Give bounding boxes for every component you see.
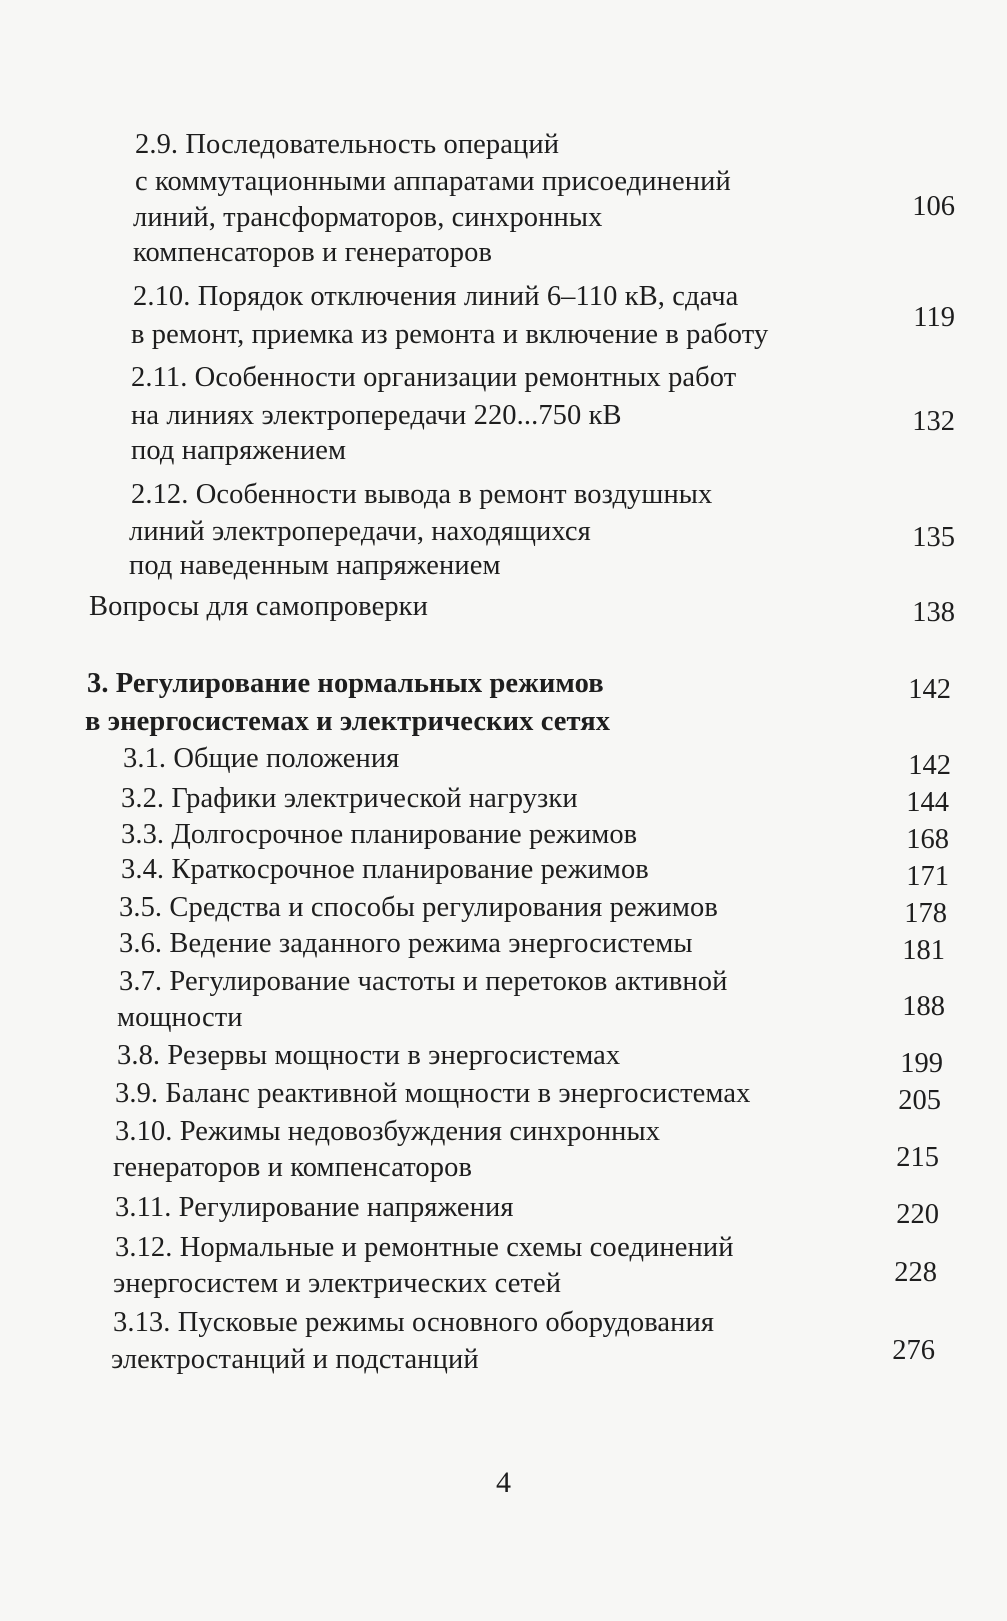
toc-entry-3-12-page: 228: [894, 1257, 937, 1288]
toc-entry-2-11-line-3: под напряжением: [131, 435, 347, 466]
toc-entry-3-11-page: 220: [896, 1199, 939, 1230]
toc-entry-3-9: 3.9. Баланс реактивной мощности в энергосистемах: [115, 1078, 751, 1109]
toc-entry-2-11-line-2: на линиях электропередачи 220...750 кВ: [131, 400, 622, 431]
toc-entry-3-5: 3.5. Средства и способы регулирования режимов: [119, 892, 718, 923]
toc-entry-2-9-line-3: линий, трансформаторов, синхронных: [133, 202, 603, 233]
toc-entry-2-12-line-3: под наведенным напряжением: [129, 550, 501, 581]
toc-entry-2-12-page: 135: [912, 522, 955, 553]
toc-entry-3-7-line-2: мощности: [117, 1002, 243, 1033]
toc-entry-3-13-line-1: 3.13. Пусковые режимы основного оборудования: [113, 1307, 715, 1338]
toc-entry-2-9-page: 106: [912, 191, 955, 222]
toc-entry-3-6: 3.6. Ведение заданного режима энергосистемы: [119, 928, 693, 959]
toc-entry-2-10-page: 119: [913, 302, 955, 333]
toc-entry-3-10-line-1: 3.10. Режимы недовозбуждения синхронных: [115, 1116, 661, 1147]
toc-entry-3-13-page: 276: [892, 1335, 935, 1366]
toc-entry-questions: Вопросы для самопроверки: [89, 591, 428, 622]
toc-entry-3-11: 3.11. Регулирование напряжения: [115, 1192, 514, 1223]
toc-entry-3-1-page: 142: [908, 750, 951, 781]
toc-entry-2-10-line-1: 2.10. Порядок отключения линий 6–110 кВ, сдача: [133, 281, 739, 312]
toc-entry-3-10-line-2: генераторов и компенсаторов: [113, 1152, 473, 1183]
toc-entry-3-7-line-1: 3.7. Регулирование частоты и перетоков активной: [119, 966, 728, 997]
toc-entry-3-8-page: 199: [900, 1048, 943, 1079]
toc-entry-3-13-line-2: электростанций и подстанций: [111, 1344, 479, 1375]
toc-entry-3-6-page: 181: [902, 935, 945, 966]
toc-entry-3-7-page: 188: [902, 991, 945, 1022]
toc-entry-3-8: 3.8. Резервы мощности в энергосистемах: [117, 1040, 621, 1071]
toc-entry-3-4-page: 171: [906, 861, 949, 892]
toc-entry-3-3: 3.3. Долгосрочное планирование режимов: [121, 819, 638, 850]
toc-entry-3-5-page: 178: [904, 898, 947, 929]
toc-entry-2-12-line-1: 2.12. Особенности вывода в ремонт воздушных: [131, 479, 713, 510]
toc-entry-3-1: 3.1. Общие положения: [123, 743, 400, 774]
toc-entry-3-10-page: 215: [896, 1142, 939, 1173]
toc-entry-2-10-line-2: в ремонт, приемка из ремонта и включение в работу: [131, 319, 769, 350]
toc-entry-3-2: 3.2. Графики электрической нагрузки: [121, 783, 578, 814]
page-number: 4: [496, 1466, 511, 1499]
toc-entry-2-11-line-1: 2.11. Особенности организации ремонтных работ: [131, 362, 737, 393]
toc-entry-questions-page: 138: [912, 597, 955, 628]
toc-entry-2-9-line-4: компенсаторов и генераторов: [133, 237, 493, 268]
toc-entry-3-12-line-1: 3.12. Нормальные и ремонтные схемы соединений: [115, 1232, 734, 1263]
toc-entry-2-11-page: 132: [912, 406, 955, 437]
toc-entry-2-9-line-1: 2.9. Последовательность операций: [135, 129, 560, 160]
toc-entry-2-9-line-2: с коммутационными аппаратами присоединений: [135, 166, 731, 197]
toc-entry-3-2-page: 144: [906, 787, 949, 818]
toc-entry-3-3-page: 168: [906, 824, 949, 855]
toc-entry-2-12-line-2: линий электропередачи, находящихся: [129, 516, 591, 547]
toc-entry-3-12-line-2: энергосистем и электрических сетей: [113, 1268, 562, 1299]
toc-entry-3-4: 3.4. Краткосрочное планирование режимов: [121, 854, 649, 885]
toc-chapter-3-page: 142: [908, 674, 951, 705]
toc-chapter-3-line-1: 3. Регулирование нормальных режимов: [87, 668, 604, 699]
toc-chapter-3-line-2: в энергосистемах и электрических сетях: [85, 706, 611, 737]
toc-entry-3-9-page: 205: [898, 1085, 941, 1116]
